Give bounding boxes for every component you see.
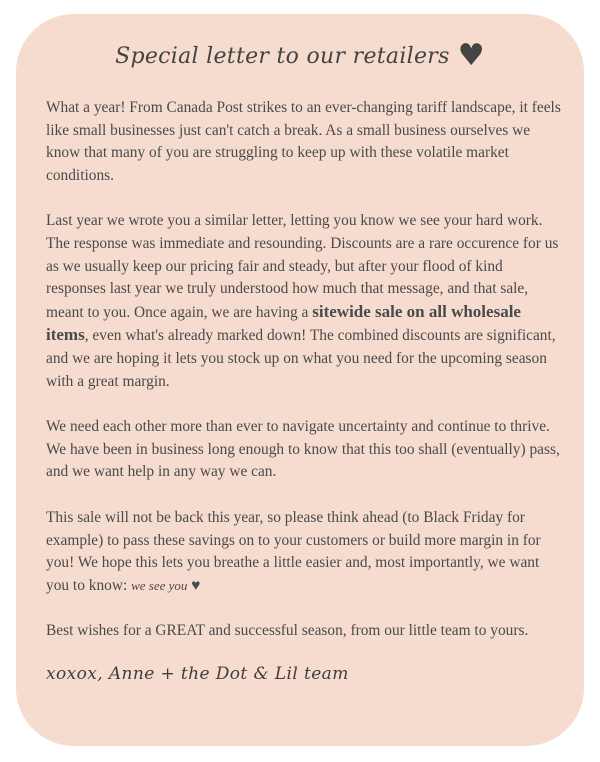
paragraph-together: We need each other more than ever to navigate uncertainty and continue to thrive. We have been in business long enough to know that this too shall (eventually) pass, and we want help in any way we can. — [46, 418, 560, 481]
letter-body — [46, 97, 562, 647]
paragraph-intro: What a year! From Canada Post strikes to an ever-changing tariff landscape, it feels like small businesses just can't catch a break. As a small business ourselves we know that many of you are struggling to keep up with these volatile market conditions. — [46, 99, 561, 184]
letter-title — [0, 38, 600, 73]
paragraph-closing: Best wishes for a GREAT and successful season, from our little team to yours. — [46, 622, 529, 640]
paragraph-urgency-text: This sale will not be back this year, so please think ahead (to Black Friday for example) to pass these savings on to your customers or build more margin in for you! We hope this lets you breathe a little easier and, most importantly, we want you to know: — [46, 508, 541, 594]
letter-title-text: Special letter to our retailers — [115, 44, 450, 69]
paragraph-sale-text-end: , even what's already marked down! The combined discounts are significant, and we are hoping it lets you stock up on what you need for the upcoming season with a great margin. — [46, 327, 556, 390]
signature: xoxox, Anne + the Dot & Lil team — [46, 664, 349, 684]
we-see-you-text: we see you — [131, 577, 188, 593]
paragraph-sale — [46, 210, 562, 393]
paragraph-urgency — [46, 507, 562, 597]
sale-highlight: sitewide sale on all wholesale items — [46, 301, 521, 345]
heart-icon: ♥ — [187, 576, 201, 594]
paragraph-sale-text-start: Last year we wrote you a similar letter, letting you know we see your hard work. The response was immediate and resounding. Discounts are a rare occurence for us as we usually keep our pricing fair and steady, but after your flood of kind responses last year we truly understood how much that message, and that sale, meant to you. Once again, we are having a — [46, 212, 559, 321]
heart-icon: ♥ — [457, 38, 485, 73]
